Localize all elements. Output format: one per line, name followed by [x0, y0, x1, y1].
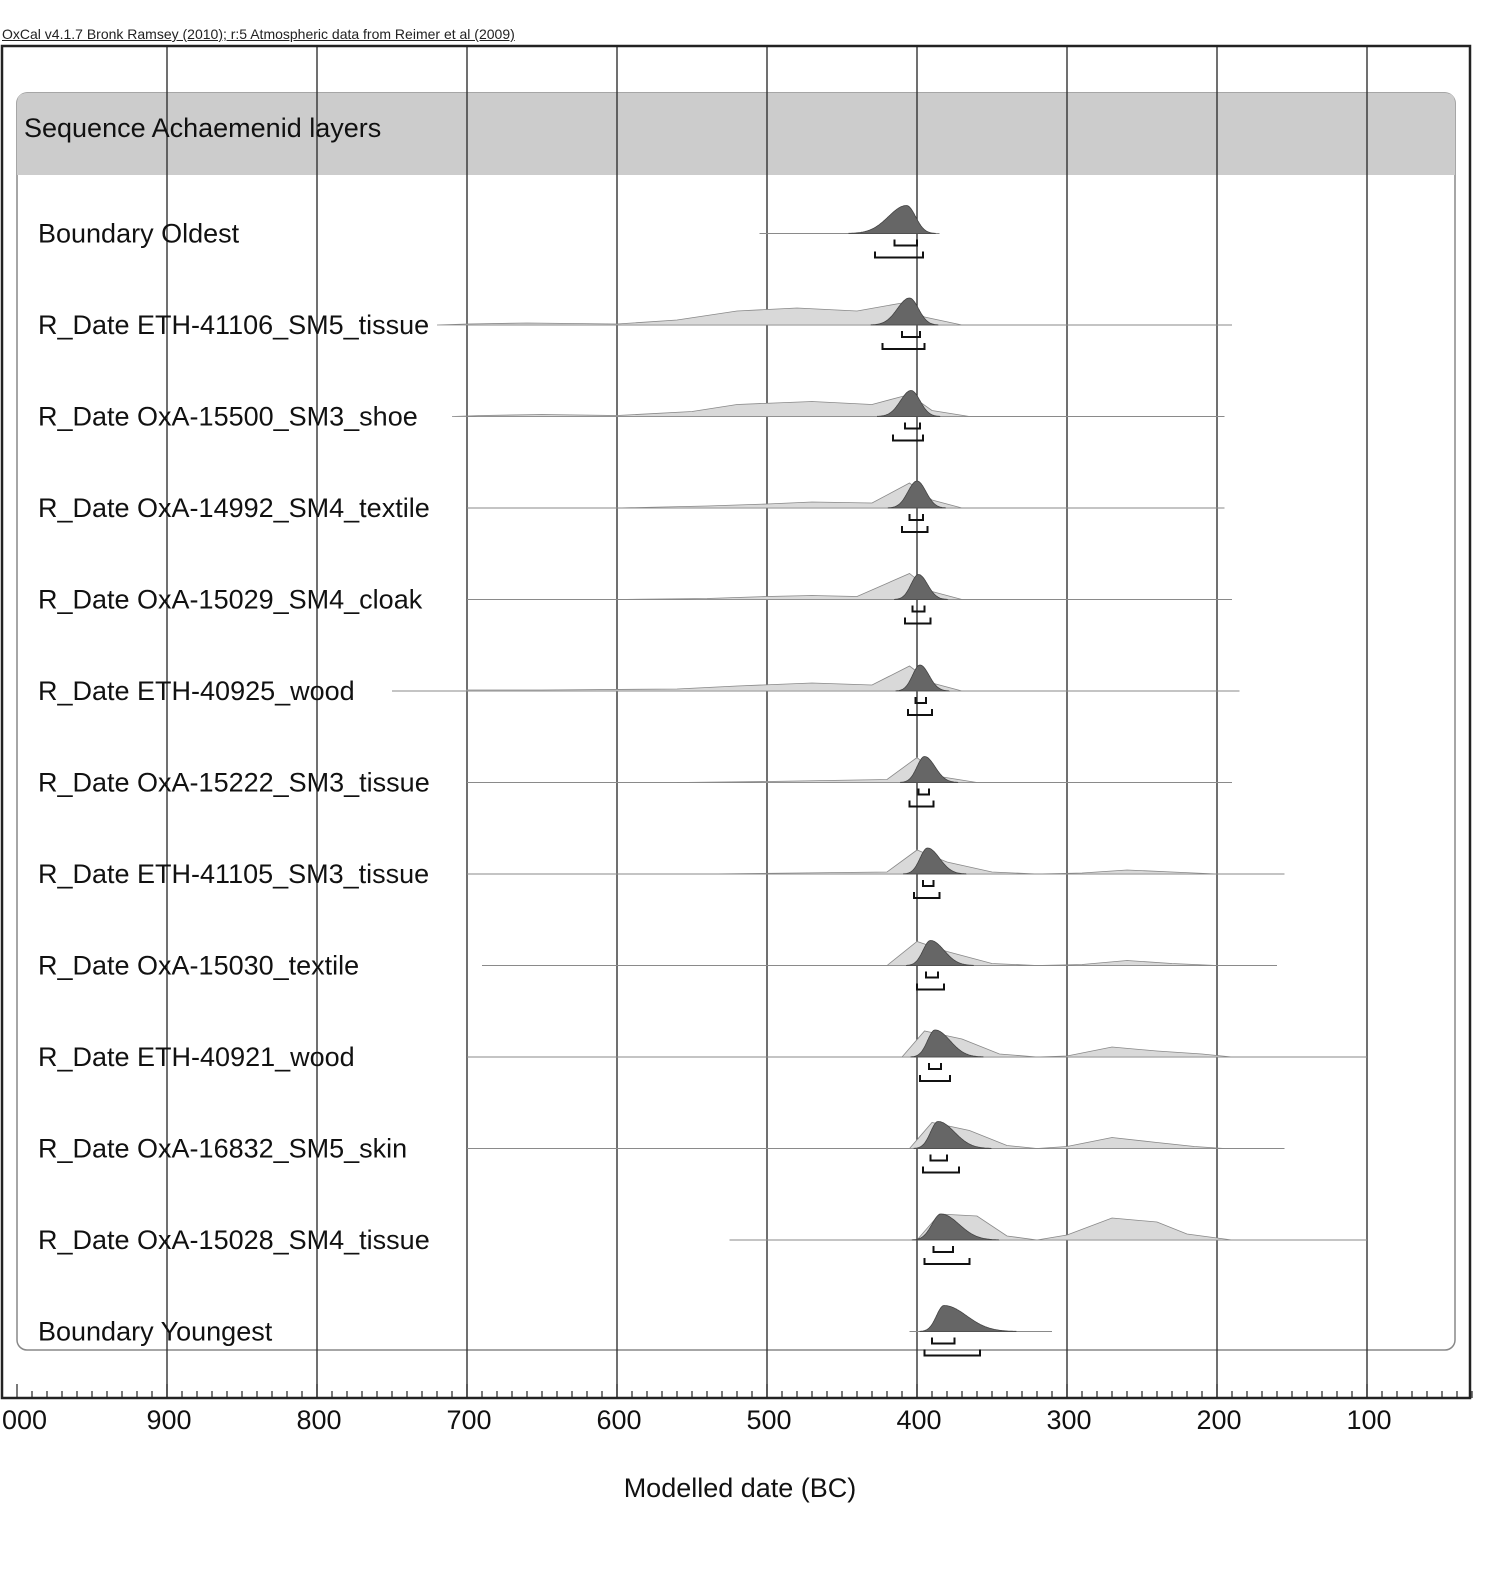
- row-label: Boundary Oldest: [38, 218, 240, 249]
- x-tick-label: 500: [746, 1405, 792, 1435]
- row-label: R_Date OxA-16832_SM5_skin: [38, 1133, 408, 1164]
- row-label: R_Date OxA-15028_SM4_tissue: [38, 1225, 430, 1255]
- x-tick-label: 900: [146, 1405, 192, 1435]
- row-label: R_Date OxA-14992_SM4_textile: [38, 493, 430, 523]
- row-label: R_Date OxA-15030_textile: [38, 950, 360, 981]
- x-tick-label: 400: [896, 1405, 942, 1435]
- x-tick-label: 700: [446, 1405, 492, 1435]
- x-tick-label: 300: [1046, 1405, 1092, 1435]
- x-tick-label: 100: [1346, 1405, 1392, 1435]
- x-tick-label: 600: [596, 1405, 642, 1435]
- row-label: R_Date ETH-41105_SM3_tissue: [38, 859, 430, 889]
- x-axis-label: Modelled date (BC): [623, 1473, 857, 1503]
- sequence-label: Sequence Achaemenid layers: [24, 113, 382, 143]
- x-tick-label: 200: [1196, 1405, 1242, 1435]
- row-label: R_Date ETH-40921_wood: [38, 1042, 355, 1072]
- row-label: R_Date OxA-15500_SM3_shoe: [38, 401, 418, 432]
- x-tick-label: 800: [296, 1405, 342, 1435]
- row-label: R_Date OxA-15222_SM3_tissue: [38, 767, 430, 798]
- oxcal-credit-header: OxCal v4.1.7 Bronk Ramsey (2010); r:5 Atmospheric data from Reimer et al (2009): [2, 26, 515, 42]
- row-label: R_Date OxA-15029_SM4_cloak: [38, 584, 423, 615]
- row-label: R_Date ETH-41106_SM5_tissue: [38, 310, 430, 340]
- row-label: Boundary Youngest: [38, 1316, 273, 1347]
- row-label: R_Date ETH-40925_wood: [38, 676, 355, 706]
- x-tick-label: 000: [2, 1405, 48, 1435]
